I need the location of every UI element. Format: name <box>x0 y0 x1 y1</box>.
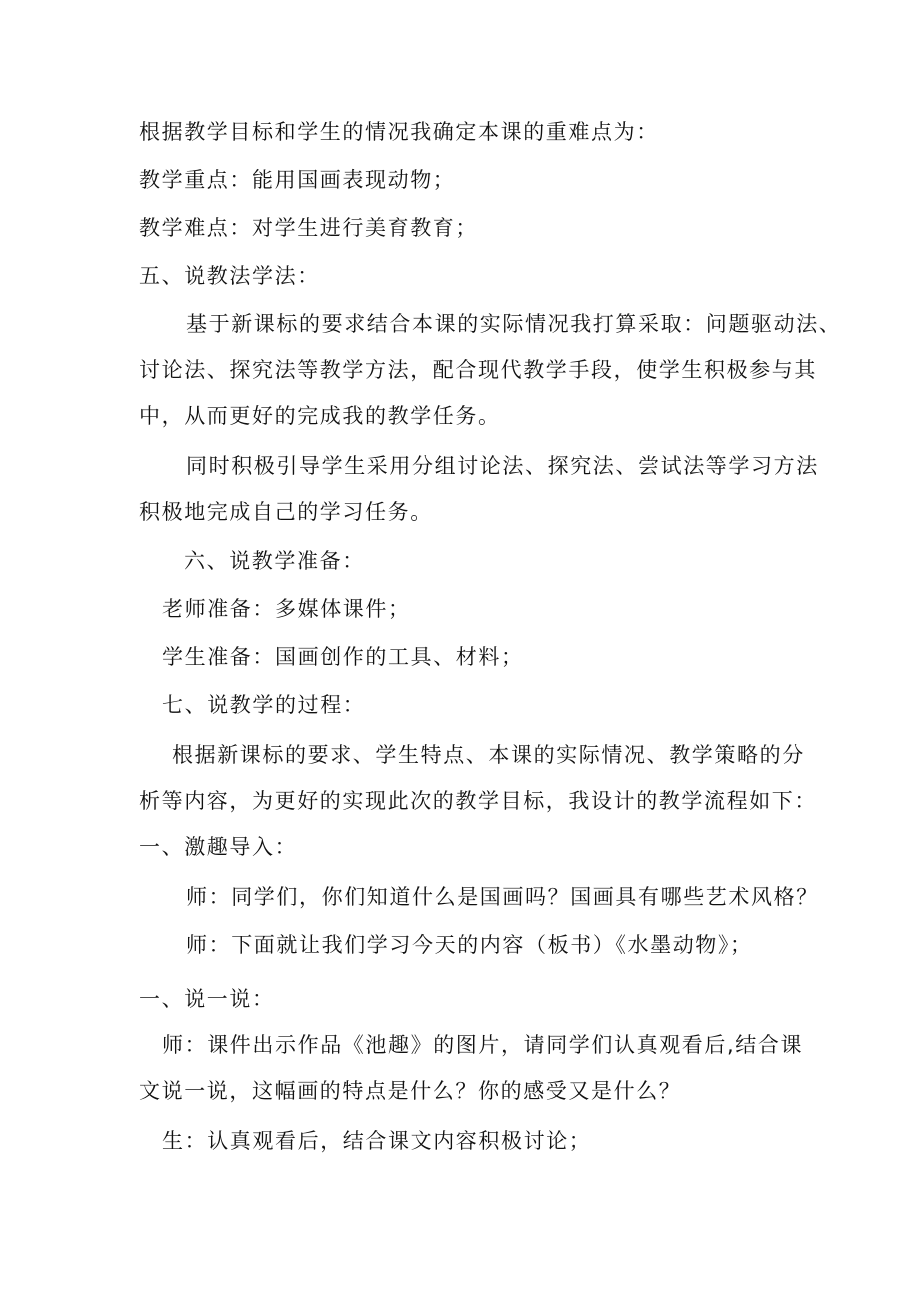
process-paragraph-line-2: 析等内容，为更好的实现此次的教学目标，我设计的教学流程如下： <box>139 789 817 813</box>
key-points-intro: 根据教学目标和学生的情况我确定本课的重难点为： <box>139 120 659 144</box>
teaching-focus: 教学重点：能用国画表现动物； <box>139 168 456 192</box>
section-six-heading: 六、说教学准备： <box>184 549 365 573</box>
section-seven-heading: 七、说教学的过程： <box>162 693 366 717</box>
teaching-difficulty: 教学难点：对学生进行美育教育； <box>139 216 478 240</box>
learning-methods-line-1: 同时积极引导学生采用分组讨论法、探究法、尝试法等学习方法 <box>186 454 819 478</box>
methods-paragraph-line-3: 中，从而更好的完成我的教学任务。 <box>139 404 501 428</box>
step-one-heading: 一、激趣导入： <box>139 835 298 859</box>
student-response: 生：认真观看后，结合课文内容积极讨论； <box>162 1129 592 1153</box>
process-paragraph-line-1: 根据新课标的要求、学生特点、本课的实际情况、教学策略的分 <box>172 743 805 767</box>
learning-methods-line-2: 积极地完成自己的学习任务。 <box>139 500 433 524</box>
methods-paragraph-line-1: 基于新课标的要求结合本课的实际情况我打算采取：问题驱动法、 <box>186 312 842 336</box>
teacher-instruction-line-1: 师：课件出示作品《池趣》的图片，请同学们认真观看后,结合课 <box>162 1033 804 1057</box>
methods-paragraph-line-2: 讨论法、探究法等教学方法，配合现代教学手段，使学生积极参与其 <box>139 358 817 382</box>
teacher-instruction-line-2: 文说一说，这幅画的特点是什么？你的感受又是什么？ <box>139 1079 682 1103</box>
student-preparation: 学生准备：国画创作的工具、材料； <box>162 645 524 669</box>
teacher-statement-2: 师：下面就让我们学习今天的内容（板书）《水墨动物》； <box>186 933 753 957</box>
teacher-question-1: 师：同学们，你们知道什么是国画吗？国画具有哪些艺术风格？ <box>186 885 819 909</box>
section-five-heading: 五、说教法学法： <box>139 264 320 288</box>
teacher-preparation: 老师准备：多媒体课件； <box>162 597 411 621</box>
step-talk-heading: 一、说一说： <box>139 987 275 1011</box>
